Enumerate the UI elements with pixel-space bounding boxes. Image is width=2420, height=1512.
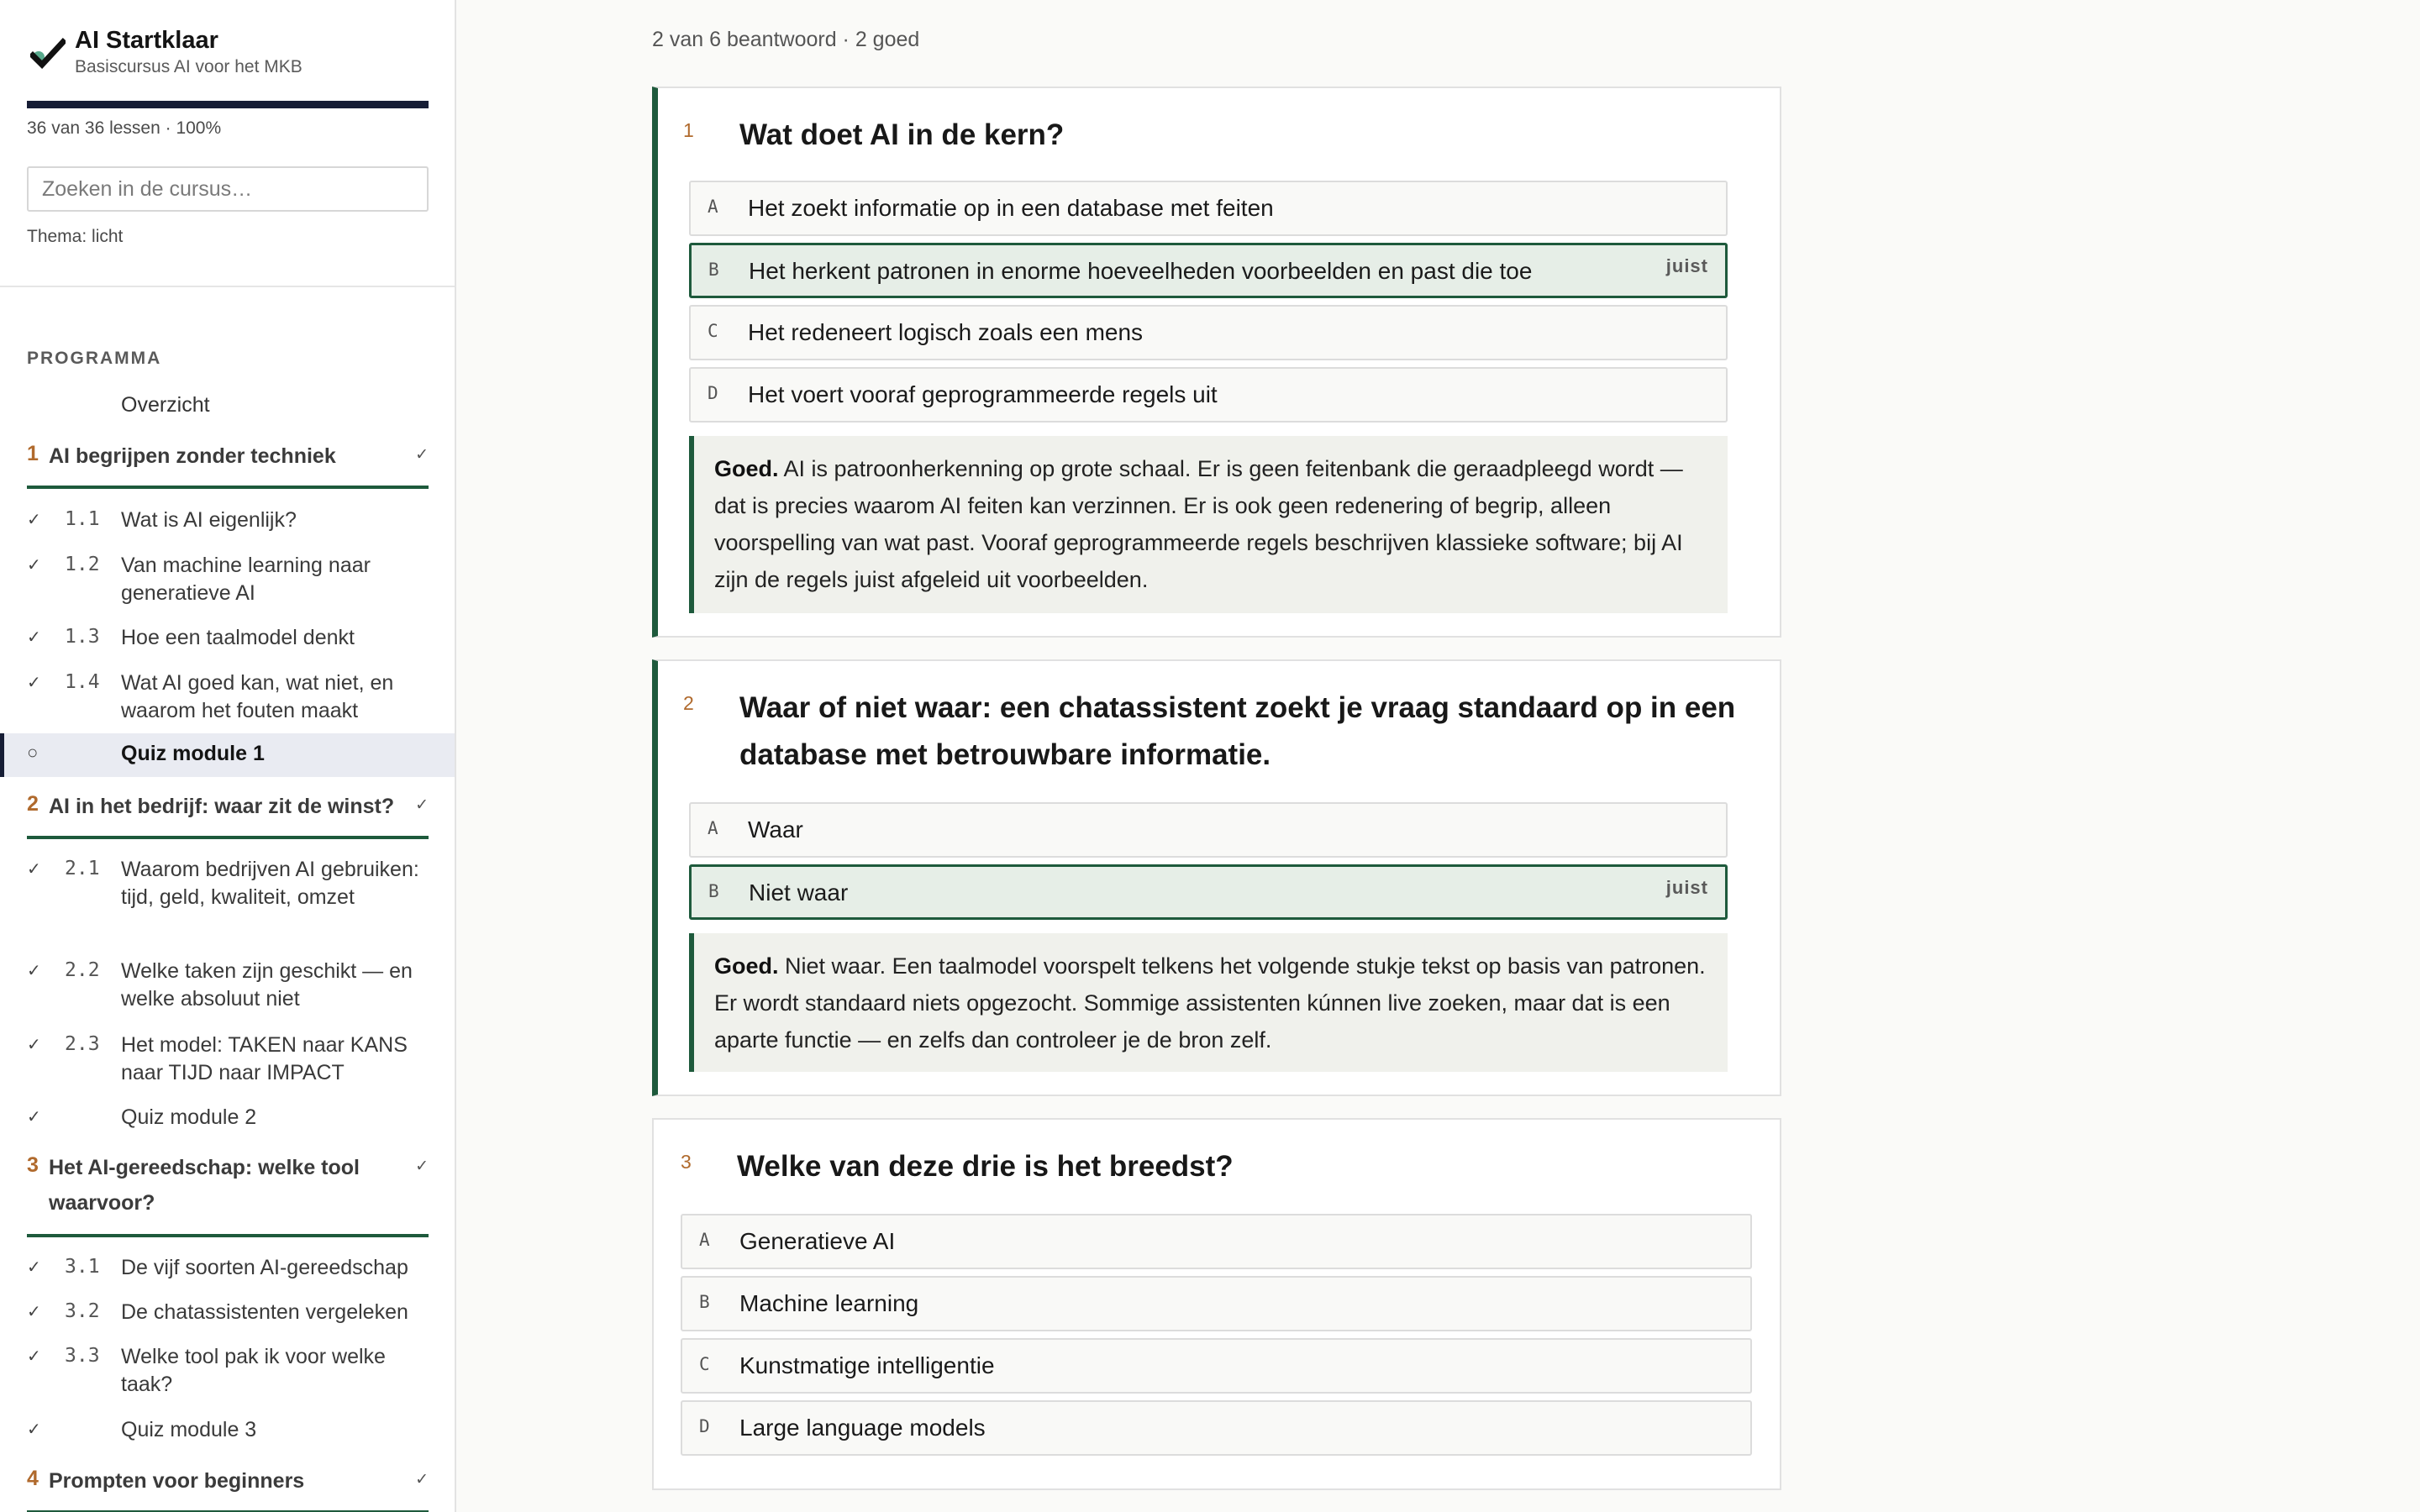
option-text: Het voert vooraf geprogrammeerde regels uit [748,381,1218,407]
option-letter: A [708,197,718,217]
question-text: Wat doet AI in de kern? [739,118,1065,151]
app-title: AI Startklaar [75,27,218,54]
option-letter: C [708,321,718,341]
question-text: Welke van deze drie is het breedst? [737,1150,1234,1183]
lesson-title: Wat is AI eigenlijk? [121,508,297,532]
question-number: 3 [681,1151,692,1173]
current-lesson-circle-icon: ○ [27,742,39,763]
lesson-check-icon: ✓ [27,1036,41,1054]
module-number: 4 [27,1467,39,1490]
module-number: 3 [27,1153,39,1177]
module-4-header[interactable] [27,1467,429,1512]
option-letter: A [699,1230,710,1250]
correct-answer-tag: juist [1665,877,1708,898]
lesson-check-icon: ✓ [27,1303,41,1321]
option-a[interactable] [689,181,1728,236]
option-b-correct[interactable] [689,864,1728,920]
lesson-check-icon: ✓ [27,1108,41,1126]
lesson-title: Welke tool pak ik voor welke taak? [121,1345,386,1396]
lesson-title: Van machine learning naar generatieve AI [121,554,371,605]
lesson-title: Quiz module 1 [121,742,265,765]
question-number: 1 [683,119,694,141]
option-b[interactable] [681,1276,1752,1331]
course-search-input[interactable] [27,166,429,212]
lesson-title: Welke taken zijn geschikt — en welke absoluut niet [121,959,413,1011]
correct-answer-tag: juist [1665,255,1708,276]
lesson-title: Quiz module 3 [121,1418,257,1441]
question-text: Waar of niet waar: een chatassistent zoekt je vraag standaard op in een database met betrouwbare informatie. [739,691,1736,771]
lesson-title: Hoe een taalmodel denkt [121,626,355,649]
lesson-number: 1.1 [65,508,100,530]
option-text: Machine learning [739,1290,919,1316]
lesson-number: 1.3 [65,626,100,648]
lesson-quiz-module-1[interactable] [0,733,455,777]
module-1-header[interactable] [27,442,429,489]
lesson-check-icon: ✓ [27,628,41,647]
course-progress-fill [27,101,429,108]
nav-overview[interactable]: Overzicht [121,393,210,417]
module-3-header[interactable] [27,1153,429,1237]
lesson-number: 3.1 [65,1256,100,1278]
option-a[interactable] [681,1214,1752,1269]
lesson-check-icon: ✓ [27,1347,41,1366]
option-a[interactable] [689,802,1728,858]
lesson-title: Wat AI goed kan, wat niet, en waarom het fouten maakt [121,671,394,722]
program-section-label: PROGRAMMA [27,349,162,368]
module-number: 2 [27,792,39,816]
feedback-text: AI is patroonherkenning op grote schaal. Er is geen feitenbank die geraadpleegd wordt — dat is precies waarom AI feiten kan verzinnen. Er is ook geen redenering of begrip, alleen voorspelling van wat past. Vooraf geprogrammeerde regels beschrijven klassieke software; bij AI zijn de regels juist afgeleid uit voorbeelden. [714,456,1683,592]
lesson-check-icon: ✓ [27,1258,41,1277]
option-d[interactable] [689,367,1728,423]
option-letter: C [699,1354,710,1374]
checkmark-logo-icon [30,37,66,72]
option-text: Het zoekt informatie op in een database met feiten [748,195,1274,221]
option-c[interactable] [689,305,1728,360]
option-text: Kunstmatige intelligentie [739,1352,995,1378]
option-letter: A [708,818,718,838]
question-card-3 [652,1118,1781,1490]
option-text: Generatieve AI [739,1228,896,1254]
feedback-text: Niet waar. Een taalmodel voorspelt telkens het volgende stukje tekst op basis van patronen. Er wordt standaard niets opgezocht. Sommige assistenten kúnnen live zoeken, maar dat is een aparte functie — en zelfs dan controleer je de bron zelf. [714,953,1706,1053]
lesson-number: 2.1 [65,858,100,879]
lesson-check-icon: ✓ [27,511,41,529]
option-letter: D [708,383,718,403]
lesson-number: 3.2 [65,1300,100,1322]
question-card-1 [652,87,1781,638]
feedback-prefix: Goed. [714,456,779,481]
answer-feedback [689,436,1728,613]
option-b-correct[interactable] [689,243,1728,298]
option-letter: D [699,1416,710,1436]
module-title: Prompten voor beginners [49,1469,305,1493]
option-d[interactable] [681,1400,1752,1456]
module-complete-check-icon: ✓ [415,1471,429,1488]
lesson-title: Het model: TAKEN naar KANS naar TIJD naar IMPACT [121,1033,408,1084]
module-complete-check-icon: ✓ [415,446,429,464]
module-complete-check-icon: ✓ [415,796,429,814]
lesson-number: 2.2 [65,959,100,981]
answer-feedback [689,933,1728,1072]
option-text: Het redeneert logisch zoals een mens [748,319,1144,345]
module-title: AI in het bedrijf: waar zit de winst? [49,795,395,818]
question-number: 2 [683,692,694,714]
lesson-number: 1.4 [65,671,100,693]
theme-toggle[interactable]: Thema: licht [27,227,124,246]
sidebar-divider [0,286,455,287]
module-title: Het AI-gereedschap: welke tool waarvoor? [49,1156,360,1215]
lesson-check-icon: ✓ [27,674,41,692]
option-letter: B [708,881,719,901]
question-card-2 [652,659,1781,1096]
lesson-check-icon: ✓ [27,1420,41,1439]
course-progress-bar [27,101,429,108]
option-text: Waar [748,816,803,843]
lesson-check-icon: ✓ [27,962,41,980]
lesson-number: 1.2 [65,554,100,575]
lesson-title: Waarom bedrijven AI gebruiken: tijd, geld, kwaliteit, omzet [121,858,419,909]
sidebar [0,0,456,1512]
lesson-title: De vijf soorten AI-gereedschap [121,1256,408,1279]
lesson-check-icon: ✓ [27,860,41,879]
option-text: Het herkent patronen in enorme hoeveelheden voorbeelden en past die toe [749,258,1533,284]
module-number: 1 [27,442,39,465]
lesson-title: De chatassistenten vergeleken [121,1300,408,1324]
feedback-prefix: Goed. [714,953,779,979]
option-text: Large language models [739,1415,986,1441]
lesson-number: 2.3 [65,1033,100,1055]
quiz-summary: 2 van 6 beantwoord · 2 goed [652,28,920,51]
lesson-number: 3.3 [65,1345,100,1367]
module-complete-check-icon: ✓ [415,1158,429,1175]
option-letter: B [699,1292,710,1312]
module-title: AI begrijpen zonder techniek [49,444,336,468]
course-progress-text: 36 van 36 lessen · 100% [27,118,222,138]
lesson-title: Quiz module 2 [121,1105,257,1129]
module-2-header[interactable] [27,792,429,839]
option-letter: B [708,260,719,280]
app-subtitle: Basiscursus AI voor het MKB [75,57,302,76]
option-text: Niet waar [749,879,849,906]
option-c[interactable] [681,1338,1752,1394]
lesson-check-icon: ✓ [27,556,41,575]
